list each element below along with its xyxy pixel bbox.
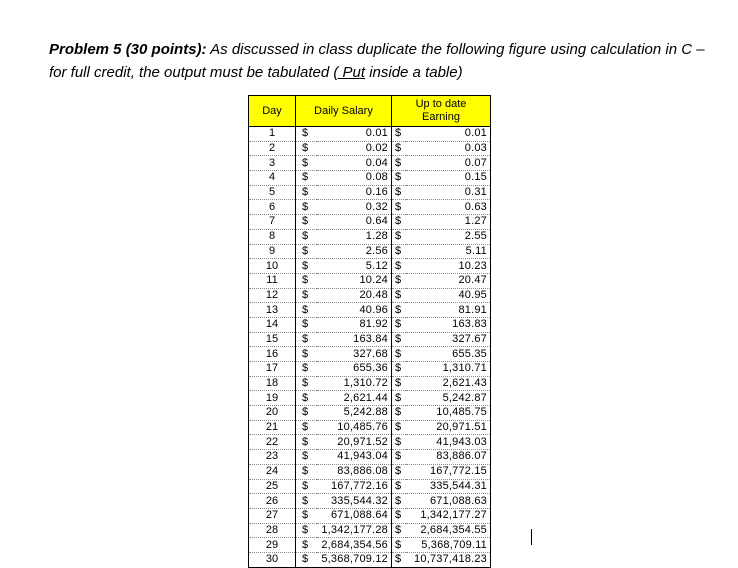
up-to-date-earning-cell: 163.83 (406, 317, 491, 332)
daily-salary-cell: 167,772.16 (317, 479, 392, 494)
table-row (249, 523, 491, 538)
daily-currency-cell: $ (296, 420, 318, 435)
table-row (249, 552, 491, 567)
header-day: Day (249, 96, 296, 127)
table-row (249, 229, 491, 244)
daily-salary-cell: 327.68 (317, 347, 392, 362)
day-cell: 5 (249, 185, 296, 200)
header-up-to-date-line1: Up to date (415, 98, 467, 110)
table-row (249, 347, 491, 362)
table-row (249, 273, 491, 288)
total-currency-cell: $ (392, 288, 407, 303)
daily-currency-cell: $ (296, 376, 318, 391)
day-cell: 7 (249, 215, 296, 230)
total-currency-cell: $ (392, 332, 407, 347)
header-row (249, 96, 491, 127)
daily-salary-cell: 10.24 (317, 273, 392, 288)
day-cell: 11 (249, 273, 296, 288)
day-cell: 24 (249, 464, 296, 479)
table-row (249, 259, 491, 274)
daily-currency-cell: $ (296, 215, 318, 230)
daily-currency-cell: $ (296, 494, 318, 509)
total-currency-cell: $ (392, 362, 407, 377)
total-currency-cell: $ (392, 494, 407, 509)
up-to-date-earning-cell: 41,943.03 (406, 435, 491, 450)
up-to-date-earning-cell: 0.15 (406, 171, 491, 186)
table-row (249, 494, 491, 509)
total-currency-cell: $ (392, 229, 407, 244)
up-to-date-earning-cell: 2,684,354.55 (406, 523, 491, 538)
up-to-date-earning-cell: 20,971.51 (406, 420, 491, 435)
daily-currency-cell: $ (296, 259, 318, 274)
table-row (249, 171, 491, 186)
up-to-date-earning-cell: 10,737,418.23 (406, 552, 491, 567)
daily-currency-cell: $ (296, 141, 318, 156)
total-currency-cell: $ (392, 200, 407, 215)
daily-currency-cell: $ (296, 464, 318, 479)
up-to-date-earning-cell: 1.27 (406, 215, 491, 230)
day-cell: 3 (249, 156, 296, 171)
header-up-to-date (392, 96, 491, 127)
table-row (249, 376, 491, 391)
daily-currency-cell: $ (296, 552, 318, 567)
daily-currency-cell: $ (296, 171, 318, 186)
total-currency-cell: $ (392, 171, 407, 186)
daily-salary-cell: 0.64 (317, 215, 392, 230)
table-row (249, 288, 491, 303)
total-currency-cell: $ (392, 244, 407, 259)
day-cell: 18 (249, 376, 296, 391)
day-cell: 4 (249, 171, 296, 186)
table-row (249, 464, 491, 479)
total-currency-cell: $ (392, 376, 407, 391)
up-to-date-earning-cell: 5,242.87 (406, 391, 491, 406)
total-currency-cell: $ (392, 347, 407, 362)
total-currency-cell: $ (392, 420, 407, 435)
up-to-date-earning-cell: 81.91 (406, 303, 491, 318)
up-to-date-earning-cell: 2,621.43 (406, 376, 491, 391)
up-to-date-earning-cell: 20.47 (406, 273, 491, 288)
daily-salary-cell: 0.02 (317, 141, 392, 156)
table-row (249, 391, 491, 406)
daily-currency-cell: $ (296, 362, 318, 377)
total-currency-cell: $ (392, 406, 407, 421)
daily-currency-cell: $ (296, 450, 318, 465)
up-to-date-earning-cell: 335,544.31 (406, 479, 491, 494)
daily-currency-cell: $ (296, 435, 318, 450)
up-to-date-earning-cell: 5,368,709.11 (406, 538, 491, 553)
header-daily-salary: Daily Salary (296, 96, 392, 127)
table-row (249, 156, 491, 171)
day-cell: 16 (249, 347, 296, 362)
total-currency-cell: $ (392, 273, 407, 288)
day-cell: 29 (249, 538, 296, 553)
daily-salary-cell: 10,485.76 (317, 420, 392, 435)
problem-underlined: ( Put (333, 64, 366, 81)
total-currency-cell: $ (392, 156, 407, 171)
problem-statement (49, 38, 729, 84)
up-to-date-earning-cell: 327.67 (406, 332, 491, 347)
daily-salary-cell: 5.12 (317, 259, 392, 274)
total-currency-cell: $ (392, 450, 407, 465)
daily-currency-cell: $ (296, 244, 318, 259)
daily-salary-cell: 83,886.08 (317, 464, 392, 479)
day-cell: 1 (249, 127, 296, 142)
daily-currency-cell: $ (296, 479, 318, 494)
problem-text-a: As discussed in class duplicate the following figure using calculation in C – (206, 41, 705, 58)
daily-salary-cell: 0.16 (317, 185, 392, 200)
up-to-date-earning-cell: 83,886.07 (406, 450, 491, 465)
up-to-date-earning-cell: 2.55 (406, 229, 491, 244)
day-cell: 10 (249, 259, 296, 274)
up-to-date-earning-cell: 1,342,177.27 (406, 508, 491, 523)
daily-salary-cell: 0.04 (317, 156, 392, 171)
total-currency-cell: $ (392, 215, 407, 230)
daily-currency-cell: $ (296, 347, 318, 362)
text-cursor (531, 529, 532, 545)
total-currency-cell: $ (392, 303, 407, 318)
table-row (249, 479, 491, 494)
table-row (249, 141, 491, 156)
total-currency-cell: $ (392, 127, 407, 142)
daily-salary-cell: 0.01 (317, 127, 392, 142)
daily-salary-cell: 2,621.44 (317, 391, 392, 406)
day-cell: 20 (249, 406, 296, 421)
total-currency-cell: $ (392, 259, 407, 274)
up-to-date-earning-cell: 0.63 (406, 200, 491, 215)
up-to-date-earning-cell: 10.23 (406, 259, 491, 274)
table-row (249, 332, 491, 347)
table-row (249, 185, 491, 200)
up-to-date-earning-cell: 0.31 (406, 185, 491, 200)
total-currency-cell: $ (392, 538, 407, 553)
table-row (249, 420, 491, 435)
daily-salary-cell: 163.84 (317, 332, 392, 347)
problem-text-c: inside a table) (365, 64, 463, 81)
up-to-date-earning-cell: 1,310.71 (406, 362, 491, 377)
problem-text-b: for full credit, the output must be tabulated (49, 64, 334, 81)
day-cell: 21 (249, 420, 296, 435)
daily-currency-cell: $ (296, 538, 318, 553)
daily-salary-cell: 41,943.04 (317, 450, 392, 465)
table-row (249, 538, 491, 553)
up-to-date-earning-cell: 0.03 (406, 141, 491, 156)
daily-currency-cell: $ (296, 288, 318, 303)
day-cell: 19 (249, 391, 296, 406)
up-to-date-earning-cell: 655.35 (406, 347, 491, 362)
total-currency-cell: $ (392, 435, 407, 450)
daily-salary-cell: 20,971.52 (317, 435, 392, 450)
table-row (249, 508, 491, 523)
table-row (249, 215, 491, 230)
up-to-date-earning-cell: 671,088.63 (406, 494, 491, 509)
day-cell: 23 (249, 450, 296, 465)
daily-salary-cell: 81.92 (317, 317, 392, 332)
table-row (249, 200, 491, 215)
table-row (249, 303, 491, 318)
day-cell: 15 (249, 332, 296, 347)
up-to-date-earning-cell: 0.07 (406, 156, 491, 171)
day-cell: 14 (249, 317, 296, 332)
up-to-date-earning-cell: 167,772.15 (406, 464, 491, 479)
day-cell: 8 (249, 229, 296, 244)
daily-salary-cell: 40.96 (317, 303, 392, 318)
total-currency-cell: $ (392, 508, 407, 523)
up-to-date-earning-cell: 10,485.75 (406, 406, 491, 421)
daily-currency-cell: $ (296, 523, 318, 538)
day-cell: 27 (249, 508, 296, 523)
daily-currency-cell: $ (296, 317, 318, 332)
total-currency-cell: $ (392, 391, 407, 406)
table-row (249, 362, 491, 377)
daily-currency-cell: $ (296, 156, 318, 171)
day-cell: 6 (249, 200, 296, 215)
daily-salary-cell: 1.28 (317, 229, 392, 244)
daily-currency-cell: $ (296, 406, 318, 421)
salary-table (248, 95, 491, 568)
header-up-to-date-line2: Earning (422, 111, 460, 123)
table-row (249, 435, 491, 450)
day-cell: 26 (249, 494, 296, 509)
total-currency-cell: $ (392, 141, 407, 156)
day-cell: 22 (249, 435, 296, 450)
table-row (249, 317, 491, 332)
total-currency-cell: $ (392, 479, 407, 494)
up-to-date-earning-cell: 5.11 (406, 244, 491, 259)
total-currency-cell: $ (392, 523, 407, 538)
table-row (249, 127, 491, 142)
daily-salary-cell: 671,088.64 (317, 508, 392, 523)
daily-salary-cell: 335,544.32 (317, 494, 392, 509)
daily-currency-cell: $ (296, 273, 318, 288)
day-cell: 9 (249, 244, 296, 259)
total-currency-cell: $ (392, 185, 407, 200)
daily-salary-cell: 655.36 (317, 362, 392, 377)
day-cell: 2 (249, 141, 296, 156)
up-to-date-earning-cell: 0.01 (406, 127, 491, 142)
table-body (249, 127, 491, 568)
daily-salary-cell: 20.48 (317, 288, 392, 303)
daily-salary-cell: 0.32 (317, 200, 392, 215)
day-cell: 30 (249, 552, 296, 567)
daily-currency-cell: $ (296, 185, 318, 200)
daily-salary-cell: 2.56 (317, 244, 392, 259)
daily-currency-cell: $ (296, 303, 318, 318)
daily-currency-cell: $ (296, 332, 318, 347)
daily-salary-cell: 1,342,177.28 (317, 523, 392, 538)
total-currency-cell: $ (392, 552, 407, 567)
daily-salary-cell: 5,368,709.12 (317, 552, 392, 567)
day-cell: 13 (249, 303, 296, 318)
day-cell: 17 (249, 362, 296, 377)
daily-salary-cell: 1,310.72 (317, 376, 392, 391)
total-currency-cell: $ (392, 464, 407, 479)
daily-salary-cell: 5,242.88 (317, 406, 392, 421)
day-cell: 12 (249, 288, 296, 303)
daily-currency-cell: $ (296, 391, 318, 406)
daily-currency-cell: $ (296, 200, 318, 215)
table-row (249, 244, 491, 259)
day-cell: 25 (249, 479, 296, 494)
daily-currency-cell: $ (296, 127, 318, 142)
daily-currency-cell: $ (296, 508, 318, 523)
daily-salary-cell: 0.08 (317, 171, 392, 186)
table-row (249, 450, 491, 465)
day-cell: 28 (249, 523, 296, 538)
up-to-date-earning-cell: 40.95 (406, 288, 491, 303)
table-row (249, 406, 491, 421)
problem-heading: Problem 5 (30 points): (49, 41, 207, 58)
total-currency-cell: $ (392, 317, 407, 332)
daily-currency-cell: $ (296, 229, 318, 244)
daily-salary-cell: 2,684,354.56 (317, 538, 392, 553)
